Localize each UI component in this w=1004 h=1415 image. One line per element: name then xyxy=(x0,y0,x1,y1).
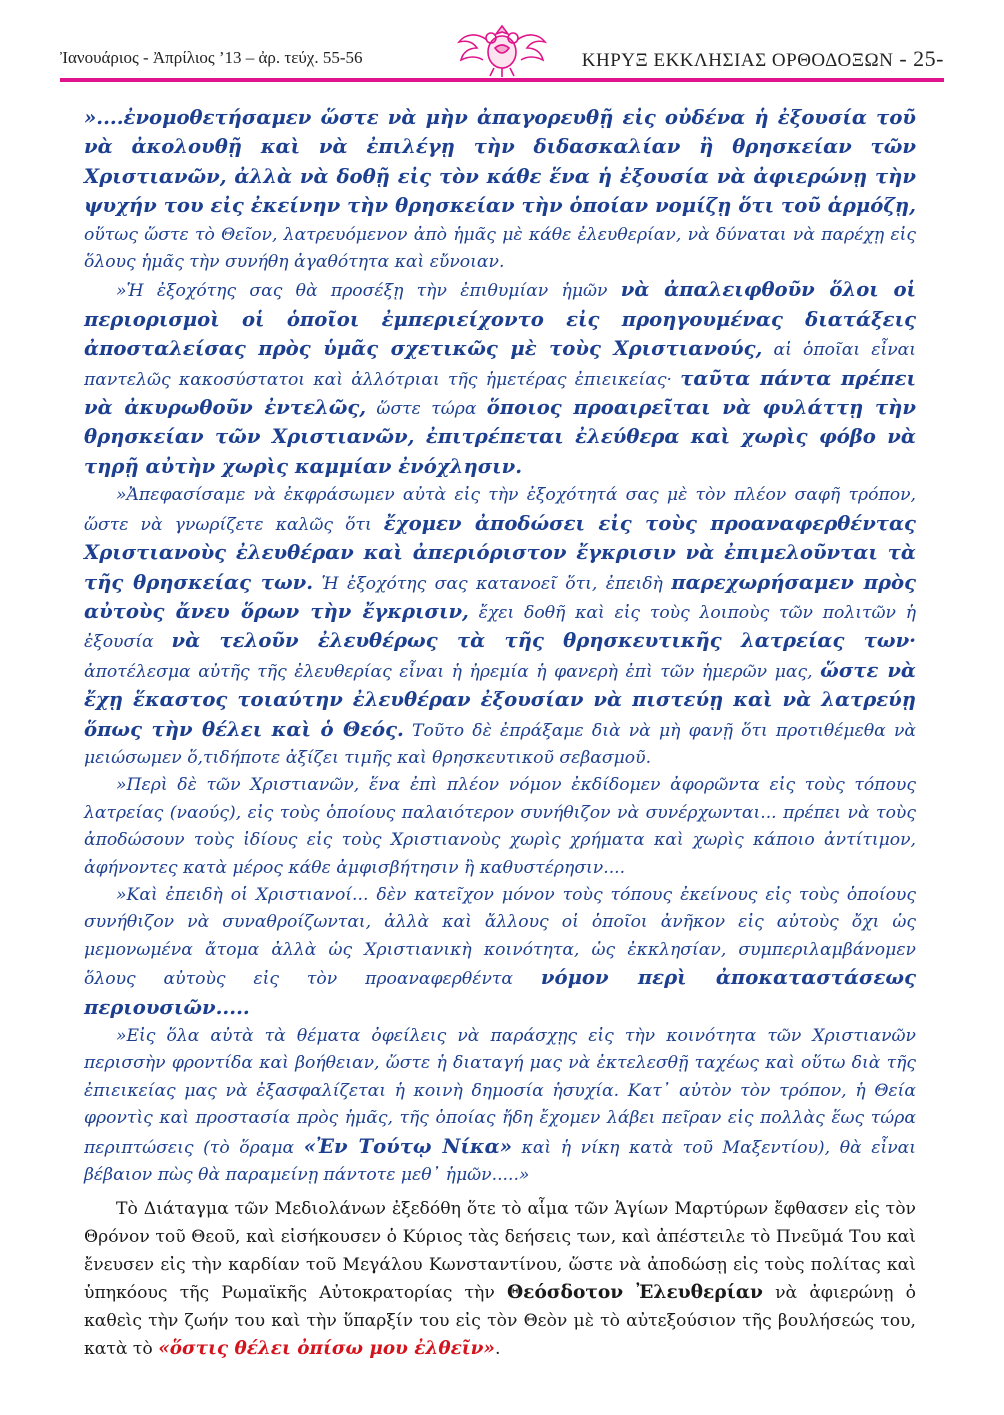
page-number: - 25- xyxy=(899,46,944,71)
text: αἱ ὁποῖαι εἶναι παντελῶς κακοσύστατοι καὶ ἀλλότριαι τῆς ἡμετέρας ἐπιεικείας· xyxy=(84,340,917,390)
text: Τοῦτο δὲ ἐπράξαμε διὰ νὰ μὴ φανῇ ὅτι προτιθέμεθα νὰ μειώσωμεν ὅ,τιδήποτε ἀξίζει τιμῆς καὶ θρησκευτικοῦ σεβασμοῦ. xyxy=(84,720,916,768)
text: νὰ ἀφιερώνῃ ὁ καθεὶς τὴν ζωήν του καὶ τὴν ὕπαρξίν του εἰς τὸν Θεὸν μὲ τὸ αὐτεξούσιον τῆς βουλήσεώς του, κατὰ τὸ xyxy=(84,1283,916,1360)
text: ὥστε τώρα xyxy=(366,399,487,420)
emphasis: »....ἐνομοθετήσαμεν ὥστε νὰ μὴν ἀπαγορευθῇ εἰς οὐδένα ἡ ἐξουσία τοῦ νὰ ἀκολουθῇ καὶ νὰ ἐπιλέγῃ τὴν διδασκαλίαν ἢ θρησκείαν τῶν Χριστιανῶν, ἀλλὰ νὰ δοθῇ εἰς τὸν κάθε ἕνα ἡ ἐξουσία νὰ ἀφιερώνῃ τὴν ψυχήν του εἰς ἐκείνην τὴν θρησκείαν τὴν ὁποίαν νομίζῃ ὅτι τοῦ ἁρμόζῃ, xyxy=(84,106,916,218)
quote-paragraph-6 xyxy=(84,1023,916,1189)
text: ἀποτέλεσμα αὐτῆς τῆς ἐλευθερίας εἶναι ἡ ἠρεμία ἡ φανερὴ ἐπὶ τῶν ἡμερῶν μας, xyxy=(84,661,821,682)
quote-paragraph-1 xyxy=(84,104,916,276)
quote-paragraph-2 xyxy=(84,276,916,482)
text: . xyxy=(494,1339,501,1360)
text: »Ἀπεφασίσαμε νὰ ἐκφράσωμεν αὐτὰ εἰς τὴν ἐξοχότητά σας μὲ τὸν πλέον σαφῆ τρόπον, ὥστε νὰ γνωρίζετε καλῶς ὅτι xyxy=(84,485,916,535)
text: Τὸ Διάταγμα τῶν Μεδιολάνων ἐξεδόθη ὅτε τὸ αἷμα τῶν Ἁγίων Μαρτύρων ἔφθασεν εἰς τὸν Θρόνον τοῦ Θεοῦ, καὶ εἰσήκουσεν ὁ Κύριος τὰς δεήσεις των, καὶ ἀπέστειλε τὸ Πνεῦμά Του καὶ ἔνευσεν εἰς τὴν καρδίαν τοῦ Μεγάλου Κωνσταντίνου, ὥστε νὰ ἀποδώσῃ εἰς τοὺς πολίτας καὶ ὑπηκόους τῆς Ρωμαϊκῆς Αὐτοκρατορίας τὴν xyxy=(84,1199,916,1304)
edict-quotation xyxy=(84,104,916,1189)
page-header xyxy=(60,28,944,88)
text: »Εἰς ὅλα αὐτὰ τὰ θέματα ὀφείλεις νὰ παράσχῃς εἰς τὴν κοινότητα τῶν Χριστιανῶν περισσὴν φροντίδα καὶ βοήθειαν, ὥστε ἡ διαταγή μας νὰ ἐκτελεσθῇ ταχέως καὶ οὕτω διὰ τῆς ἐπιεικείας μας νὰ ἐξασφαλίζεται ἡ κοινὴ δημοσία ἡσυχία. Κατ᾽ αὐτὸν τὸν τρόπον, ἡ Θεία φροντὶς καὶ προστασία πρὸς ἡμᾶς, τῆς ὁποίας ἤδη ἔχομεν λάβει πεῖραν εἰς πολλὰς ἕως τώρα περιπτώσεις (τὸ ὅραμα xyxy=(84,1026,916,1158)
text: Ἡ ἐξοχότης σας κατανοεῖ ὅτι, ἐπειδὴ xyxy=(313,573,672,594)
emphasis: νὰ ἀπαλειφθοῦν ὅλοι οἱ περιορισμοὶ οἱ ὁποῖοι ἐμπεριείχοντο εἰς προηγουμένας διατάξεις ἀποσταλείσας πρὸς ὑμᾶς σχετικῶς μὲ τοὺς Χριστιανούς, xyxy=(84,278,916,361)
text: οὕτως ὥστε τὸ Θεῖον, λατρευόμενον ἀπὸ ἡμᾶς μὲ κάθε ἐλευθερίαν, νὰ δύναται νὰ παρέχῃ εἰς ὅλους ἡμᾶς τὴν συνήθη ἀγαθότητα καὶ εὔνοιαν. xyxy=(84,224,916,273)
text: ἔχει δοθῆ καὶ εἰς τοὺς λοιποὺς τῶν πολιτῶν ἡ ἐξουσία xyxy=(84,602,916,653)
emphasis: Θεόσδοτον Ἐλευθερίαν xyxy=(506,1282,763,1304)
emphasis: «Ἐν Τούτῳ Νίκα» xyxy=(303,1134,512,1158)
text: καὶ ἡ νίκη κατὰ τοῦ Μαξεντίου), θὰ εἶναι βέβαιον πὼς θὰ παραμείνῃ πάντοτε μεθ᾽ ἡμῶν.....» xyxy=(84,1137,917,1186)
commentary-paragraph xyxy=(84,1195,916,1363)
double-headed-eagle-icon xyxy=(447,20,557,80)
emphasis: ἔχομεν ἀποδώσει εἰς τοὺς προαναφερθέντας Χριστιανοὺς ἐλευθέραν καὶ ἀπεριόριστον ἔγκρισιν νὰ ἐπιμελοῦνται τὰ τῆς θρησκείας των. xyxy=(84,511,916,594)
commentary xyxy=(84,1195,916,1363)
issue-info: Ἰανουάριος - Ἀπρίλιος ’13 – ἀρ. τεύχ. 55-56 xyxy=(60,48,363,67)
emphasis: νόμον περὶ ἀποκαταστάσεως περιουσιῶν..... xyxy=(84,966,917,1019)
emphasis: νὰ τελοῦν ἐλευθέρως τὰ τῆς θρησκευτικῆς λατρείας των· xyxy=(171,629,916,653)
journal-name: ΚΗΡΥΞ ΕΚΚΛΗΣΙΑΣ ΟΡΘΟΔΟΞΩΝ xyxy=(581,50,894,71)
journal-title xyxy=(582,46,944,72)
header-rule xyxy=(60,78,944,82)
emphasis: παρεχωρήσαμεν πρὸς αὐτοὺς ἄνευ ὅρων τὴν ἔγκρισιν, xyxy=(84,570,916,623)
quote-paragraph-5 xyxy=(84,882,916,1023)
article-body xyxy=(84,104,916,1363)
text: »Καὶ ἐπειδὴ οἱ Χριστιανοί... δὲν κατεῖχον μόνον τοὺς τόπους ἐκείνους εἰς τοὺς ὁποίους συνήθιζον νὰ συναθροίζωνται, ἀλλὰ καὶ ἄλλους οἱ ὁποῖοι ἀνῆκον εἰς αὐτοὺς ὄχι ὡς μεμονωμένα ἄτομα ἀλλὰ ὡς Χριστιανικὴ κοινότητα, ὡς ἐκκλησίαν, συμπεριλαμβάνομεν ὅλους αὐτοὺς εἰς τὸν προαναφερθέντα xyxy=(84,884,916,990)
scripture-quote: «ὅστις θέλει ὀπίσω μου ἐλθεῖν» xyxy=(158,1338,495,1360)
quote-paragraph-4: »Περὶ δὲ τῶν Χριστιανῶν, ἕνα ἐπὶ πλέον νόμον ἐκδίδομεν ἀφορῶντα εἰς τοὺς τόπους λατρείας (ναούς), εἰς τοὺς ὁποίους παλαιότερον συνήθιζον νὰ συνέρχωνται... πρέπει νὰ τοὺς ἀποδώσουν τοὺς ἰδίους εἰς τοὺς Χριστιανοὺς χωρὶς χρήματα καὶ χωρὶς κάποιο ἀντίτιμον, ἀφήνοντες κατὰ μέρος κάθε ἀμφισβήτησιν ἢ καθυστέρησιν.... xyxy=(84,775,916,878)
emphasis: ὥστε νὰ ἔχῃ ἕκαστος τοιαύτην ἐλευθέραν ἐξουσίαν νὰ πιστεύῃ καὶ νὰ λατρεύῃ ὅπως τὴν θέλει καὶ ὁ Θεός. xyxy=(84,658,916,741)
emphasis: ὅποιος προαιρεῖται νὰ φυλάττῃ τὴν θρησκείαν τῶν Χριστιανῶν, ἐπιτρέπεται ἐλεύθερα καὶ χωρὶς φόβο νὰ τηρῇ αὐτὴν χωρὶς καμμίαν ἐνόχλησιν. xyxy=(84,396,916,478)
quote-paragraph-3 xyxy=(84,482,916,772)
text: »Ἡ ἐξοχότης σας θὰ προσέξῃ τὴν ἐπιθυμίαν ἡμῶν xyxy=(116,281,621,302)
emphasis: ταῦτα πάντα πρέπει νὰ ἀκυρωθοῦν ἐντελῶς, xyxy=(84,366,916,420)
